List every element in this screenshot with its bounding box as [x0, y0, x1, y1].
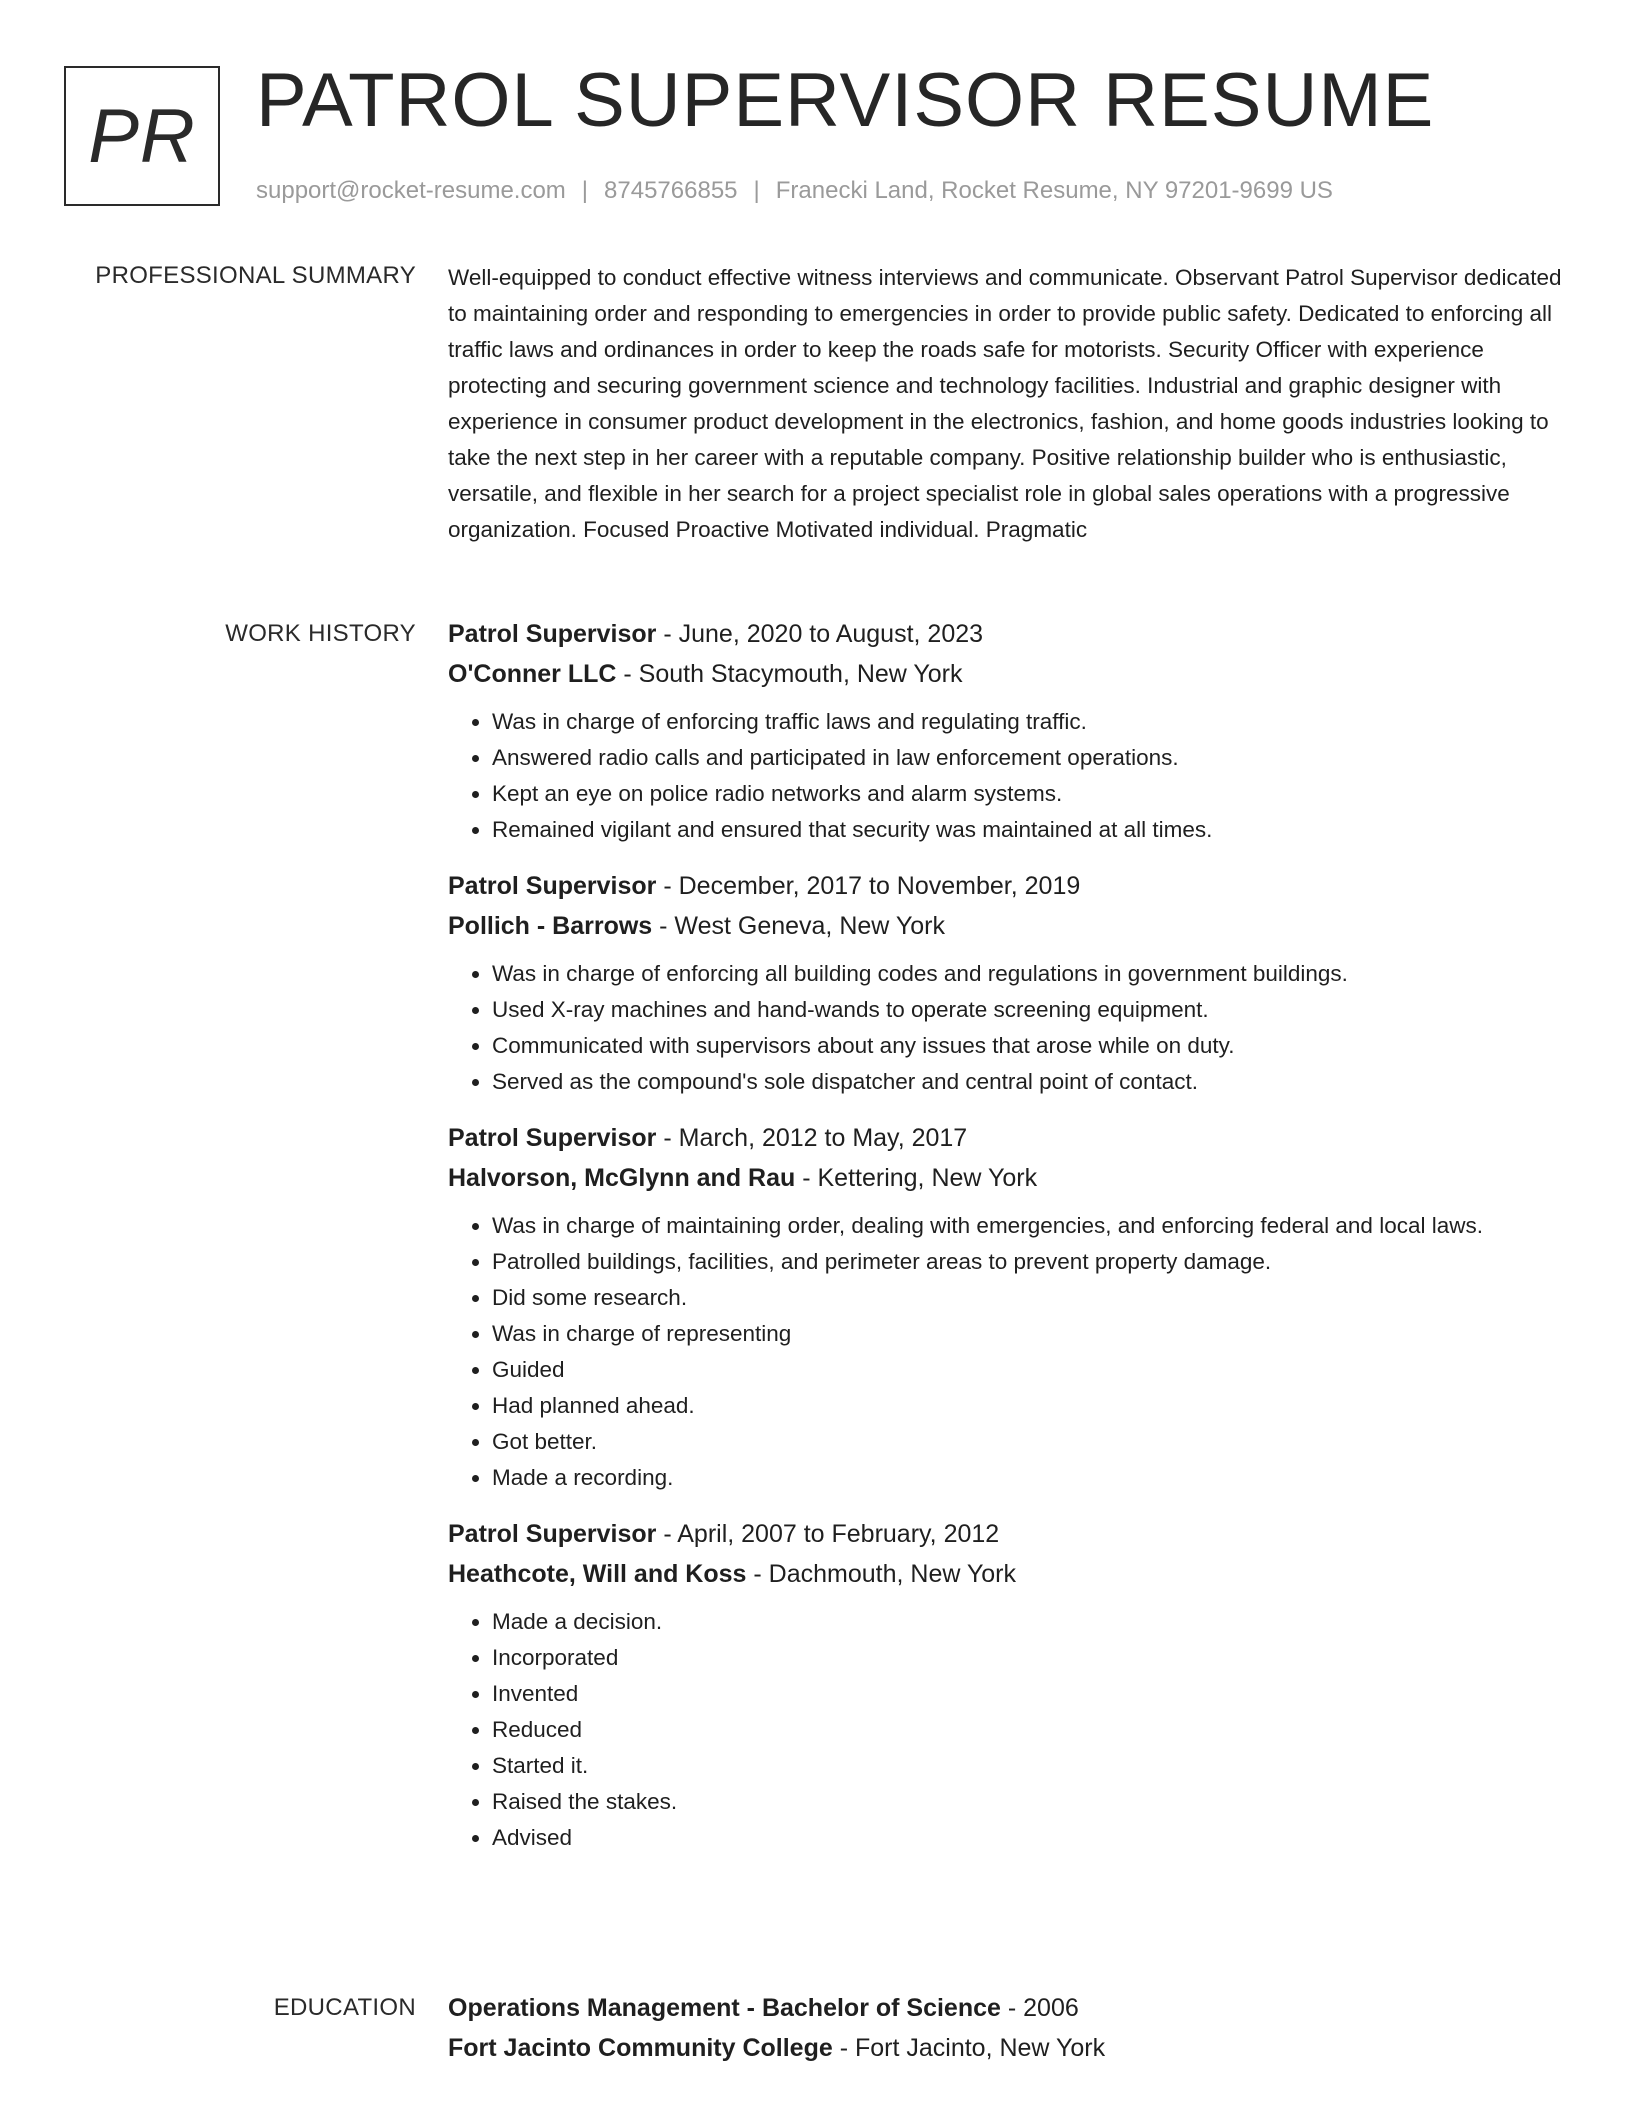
- list-item: • Invented: [492, 1676, 1568, 1712]
- job-dates: - April, 2007 to February, 2012: [656, 1520, 1000, 1548]
- summary-section: [448, 260, 1568, 548]
- section-label-education: EDUCATION: [273, 1994, 416, 2021]
- contact-phone[interactable]: 8745766855: [604, 177, 738, 204]
- list-item: • Had planned ahead.: [492, 1388, 1568, 1424]
- job-company-line: [448, 906, 1568, 946]
- list-item: • Patrolled buildings, facilities, and perimeter areas to prevent property damage.: [492, 1244, 1568, 1280]
- list-item: • Made a decision.: [492, 1604, 1568, 1640]
- section-label-work-history: WORK HISTORY: [225, 620, 416, 647]
- list-item: • Served as the compound's sole dispatcher and central point of contact.: [492, 1064, 1568, 1100]
- education-section: [448, 1988, 1568, 2086]
- education-school-line: [448, 2028, 1568, 2068]
- contact-separator: |: [581, 177, 589, 204]
- list-item: • Was in charge of representing: [492, 1316, 1568, 1352]
- job-entry: [448, 866, 1568, 1100]
- job-title-line: [448, 1118, 1568, 1158]
- job-title: Patrol Supervisor: [448, 872, 657, 900]
- job-bullets: [448, 704, 1568, 848]
- list-item: • Advised: [492, 1820, 1568, 1856]
- education-year: - 2006: [1000, 1994, 1079, 2022]
- contact-line: [256, 174, 1333, 208]
- job-location: - South Stacymouth, New York: [616, 660, 963, 688]
- job-bullets: [448, 1604, 1568, 1856]
- job-title: Patrol Supervisor: [448, 1124, 657, 1152]
- education-degree: Operations Management - Bachelor of Science: [448, 1994, 1001, 2022]
- job-company: Heathcote, Will and Koss: [448, 1560, 747, 1588]
- education-entry: [448, 1988, 1568, 2068]
- summary-text: Well-equipped to conduct effective witness interviews and communicate. Observant Patrol Supervisor dedicated to maintaining order and responding to emergencies in order to provide public safety. Dedicated to enforcing all traffic laws and ordinances in order to keep the roads safe for motorists. Security Officer with experience protecting and securing government science and technology facilities. Industrial and graphic designer with experience in consumer product development in the electronics, fashion, and home goods industries looking to take the next step in her career with a reputable company. Positive relationship builder who is enthusiastic, versatile, and flexible in her search for a project specialist role in global sales operations with a progressive organization. Focused Proactive Motivated individual. Pragmatic: [448, 265, 1562, 542]
- list-item: • Kept an eye on police radio networks and alarm systems.: [492, 776, 1568, 812]
- list-item: • Raised the stakes.: [492, 1784, 1568, 1820]
- job-title-line: [448, 614, 1568, 654]
- job-entry: [448, 1514, 1568, 1856]
- list-item: • Reduced: [492, 1712, 1568, 1748]
- job-bullets: [448, 956, 1568, 1100]
- list-item: • Made a recording.: [492, 1460, 1568, 1496]
- education-location: - Fort Jacinto, New York: [832, 2034, 1106, 2062]
- job-dates: - March, 2012 to May, 2017: [656, 1124, 968, 1152]
- job-company: Halvorson, McGlynn and Rau: [448, 1164, 796, 1192]
- list-item: • Remained vigilant and ensured that security was maintained at all times.: [492, 812, 1568, 848]
- work-history-section: [448, 614, 1568, 1874]
- list-item: • Was in charge of maintaining order, dealing with emergencies, and enforcing federal and local laws.: [492, 1208, 1568, 1244]
- job-company-line: [448, 1158, 1568, 1198]
- job-company: O'Conner LLC: [448, 660, 617, 688]
- job-company-line: [448, 1554, 1568, 1594]
- list-item: • Answered radio calls and participated in law enforcement operations.: [492, 740, 1568, 776]
- resume-title: PATROL SUPERVISOR RESUME: [256, 58, 1435, 143]
- contact-separator: |: [753, 177, 760, 204]
- list-item: • Was in charge of enforcing all building codes and regulations in government buildings.: [492, 956, 1568, 992]
- job-title-line: [448, 866, 1568, 906]
- job-location: - West Geneva, New York: [652, 912, 945, 940]
- job-company: Pollich - Barrows: [448, 912, 653, 940]
- contact-email[interactable]: support@rocket-resume.com: [256, 177, 566, 204]
- section-label-summary: PROFESSIONAL SUMMARY: [95, 262, 416, 289]
- job-title: Patrol Supervisor: [448, 620, 657, 648]
- list-item: • Communicated with supervisors about any issues that arose while on duty.: [492, 1028, 1568, 1064]
- education-degree-line: [448, 1988, 1568, 2028]
- list-item: • Incorporated: [492, 1640, 1568, 1676]
- job-location: - Kettering, New York: [795, 1164, 1038, 1192]
- contact-address: Franecki Land, Rocket Resume, NY 97201-9699 US: [775, 177, 1333, 204]
- list-item: • Used X-ray machines and hand-wands to operate screening equipment.: [492, 992, 1568, 1028]
- list-item: • Did some research.: [492, 1280, 1568, 1316]
- list-item: • Was in charge of enforcing traffic laws and regulating traffic.: [492, 704, 1568, 740]
- job-title-line: [448, 1514, 1568, 1554]
- job-company-line: [448, 654, 1568, 694]
- job-entry: [448, 1118, 1568, 1496]
- job-bullets: [448, 1208, 1568, 1496]
- job-dates: - December, 2017 to November, 2019: [656, 872, 1081, 900]
- job-entry: [448, 614, 1568, 848]
- education-school: Fort Jacinto Community College: [448, 2034, 833, 2062]
- job-dates: - June, 2020 to August, 2023: [656, 620, 984, 648]
- monogram-logo: PR: [64, 66, 220, 206]
- list-item: • Got better.: [492, 1424, 1568, 1460]
- list-item: • Guided: [492, 1352, 1568, 1388]
- job-location: - Dachmouth, New York: [746, 1560, 1017, 1588]
- list-item: • Started it.: [492, 1748, 1568, 1784]
- job-title: Patrol Supervisor: [448, 1520, 657, 1548]
